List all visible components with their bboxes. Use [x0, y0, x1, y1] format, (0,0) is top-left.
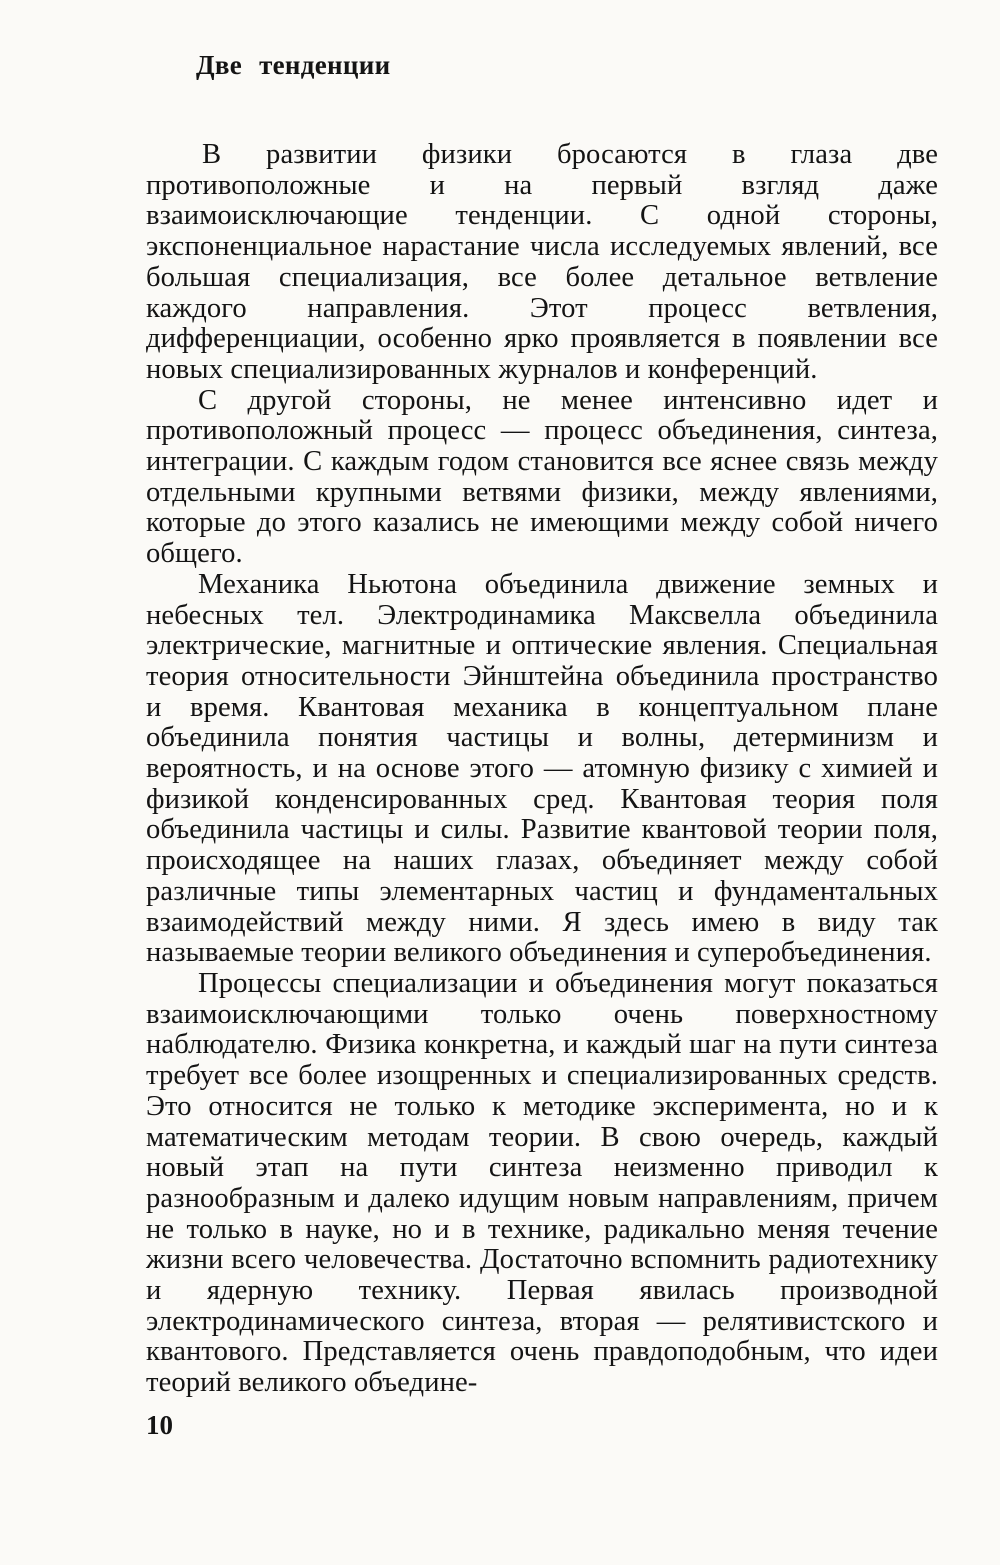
paragraph-1: В развитии физики бросаются в глаза две противоположные и на первый взгляд даже взаимоисключающие тенденции. С одной стороны, экспоненциальное нарастание числа исследуемых явлений, все большая специализация, все более детальное ветвление каждого направления. Этот процесс ветвления, дифференциации, особенно ярко проявляется в появлении все новых специализированных журналов и конференций.	[146, 139, 938, 385]
page-number: 10	[146, 1410, 173, 1440]
body-text	[146, 140, 938, 1399]
paragraph-2: С другой стороны, не менее интенсивно идет и противоположный процесс — процесс объединения, синтеза, интеграции. С каждым годом становится все яснее связь между отдельными крупными ветвями физики, между явлениями, которые до этого казались не имеющими между собой ничего общего.	[146, 384, 938, 570]
running-head: Две тенденции	[196, 50, 391, 80]
paragraph-3: Механика Ньютона объединила движение земных и небесных тел. Электродинамика Максвелла объединила электрические, магнитные и оптические явления. Специальная теория относительности Эйнштейна объединила пространство и время. Квантовая механика в концептуальном плане объединила понятия частицы и волны, детерминизм и вероятность, и на основе этого — атомную физику с химией и физикой конденсированных сред. Квантовая теория поля объединила частицы и силы. Развитие квантовой теории поля, происходящее на наших глазах, объединяет между собой различные типы элементарных частиц и фундаментальных взаимодействий между ними. Я здесь имею в виду так называемые теории великого объединения и суперобъединения.	[146, 568, 938, 969]
paragraph-4: Процессы специализации и объединения могут показаться взаимоисключающими только очень поверхностному наблюдателю. Физика конкретна, и каждый шаг на пути синтеза требует все более изощренных и специализированных средств. Это относится не только к методике эксперимента, но и к математическим методам теории. В свою очередь, каждый новый этап на пути синтеза неизменно приводил к разнообразным и далеко идущим новым направлениям, причем не только в науке, но и в технике, радикально меняя течение жизни всего человечества. Достаточно вспомнить радиотехнику и ядерную технику. Первая явилась производной электродинамического синтеза, вторая — релятивистского и квантового. Представляется очень правдоподобным, что идеи теорий великого объедине-	[146, 967, 938, 1399]
